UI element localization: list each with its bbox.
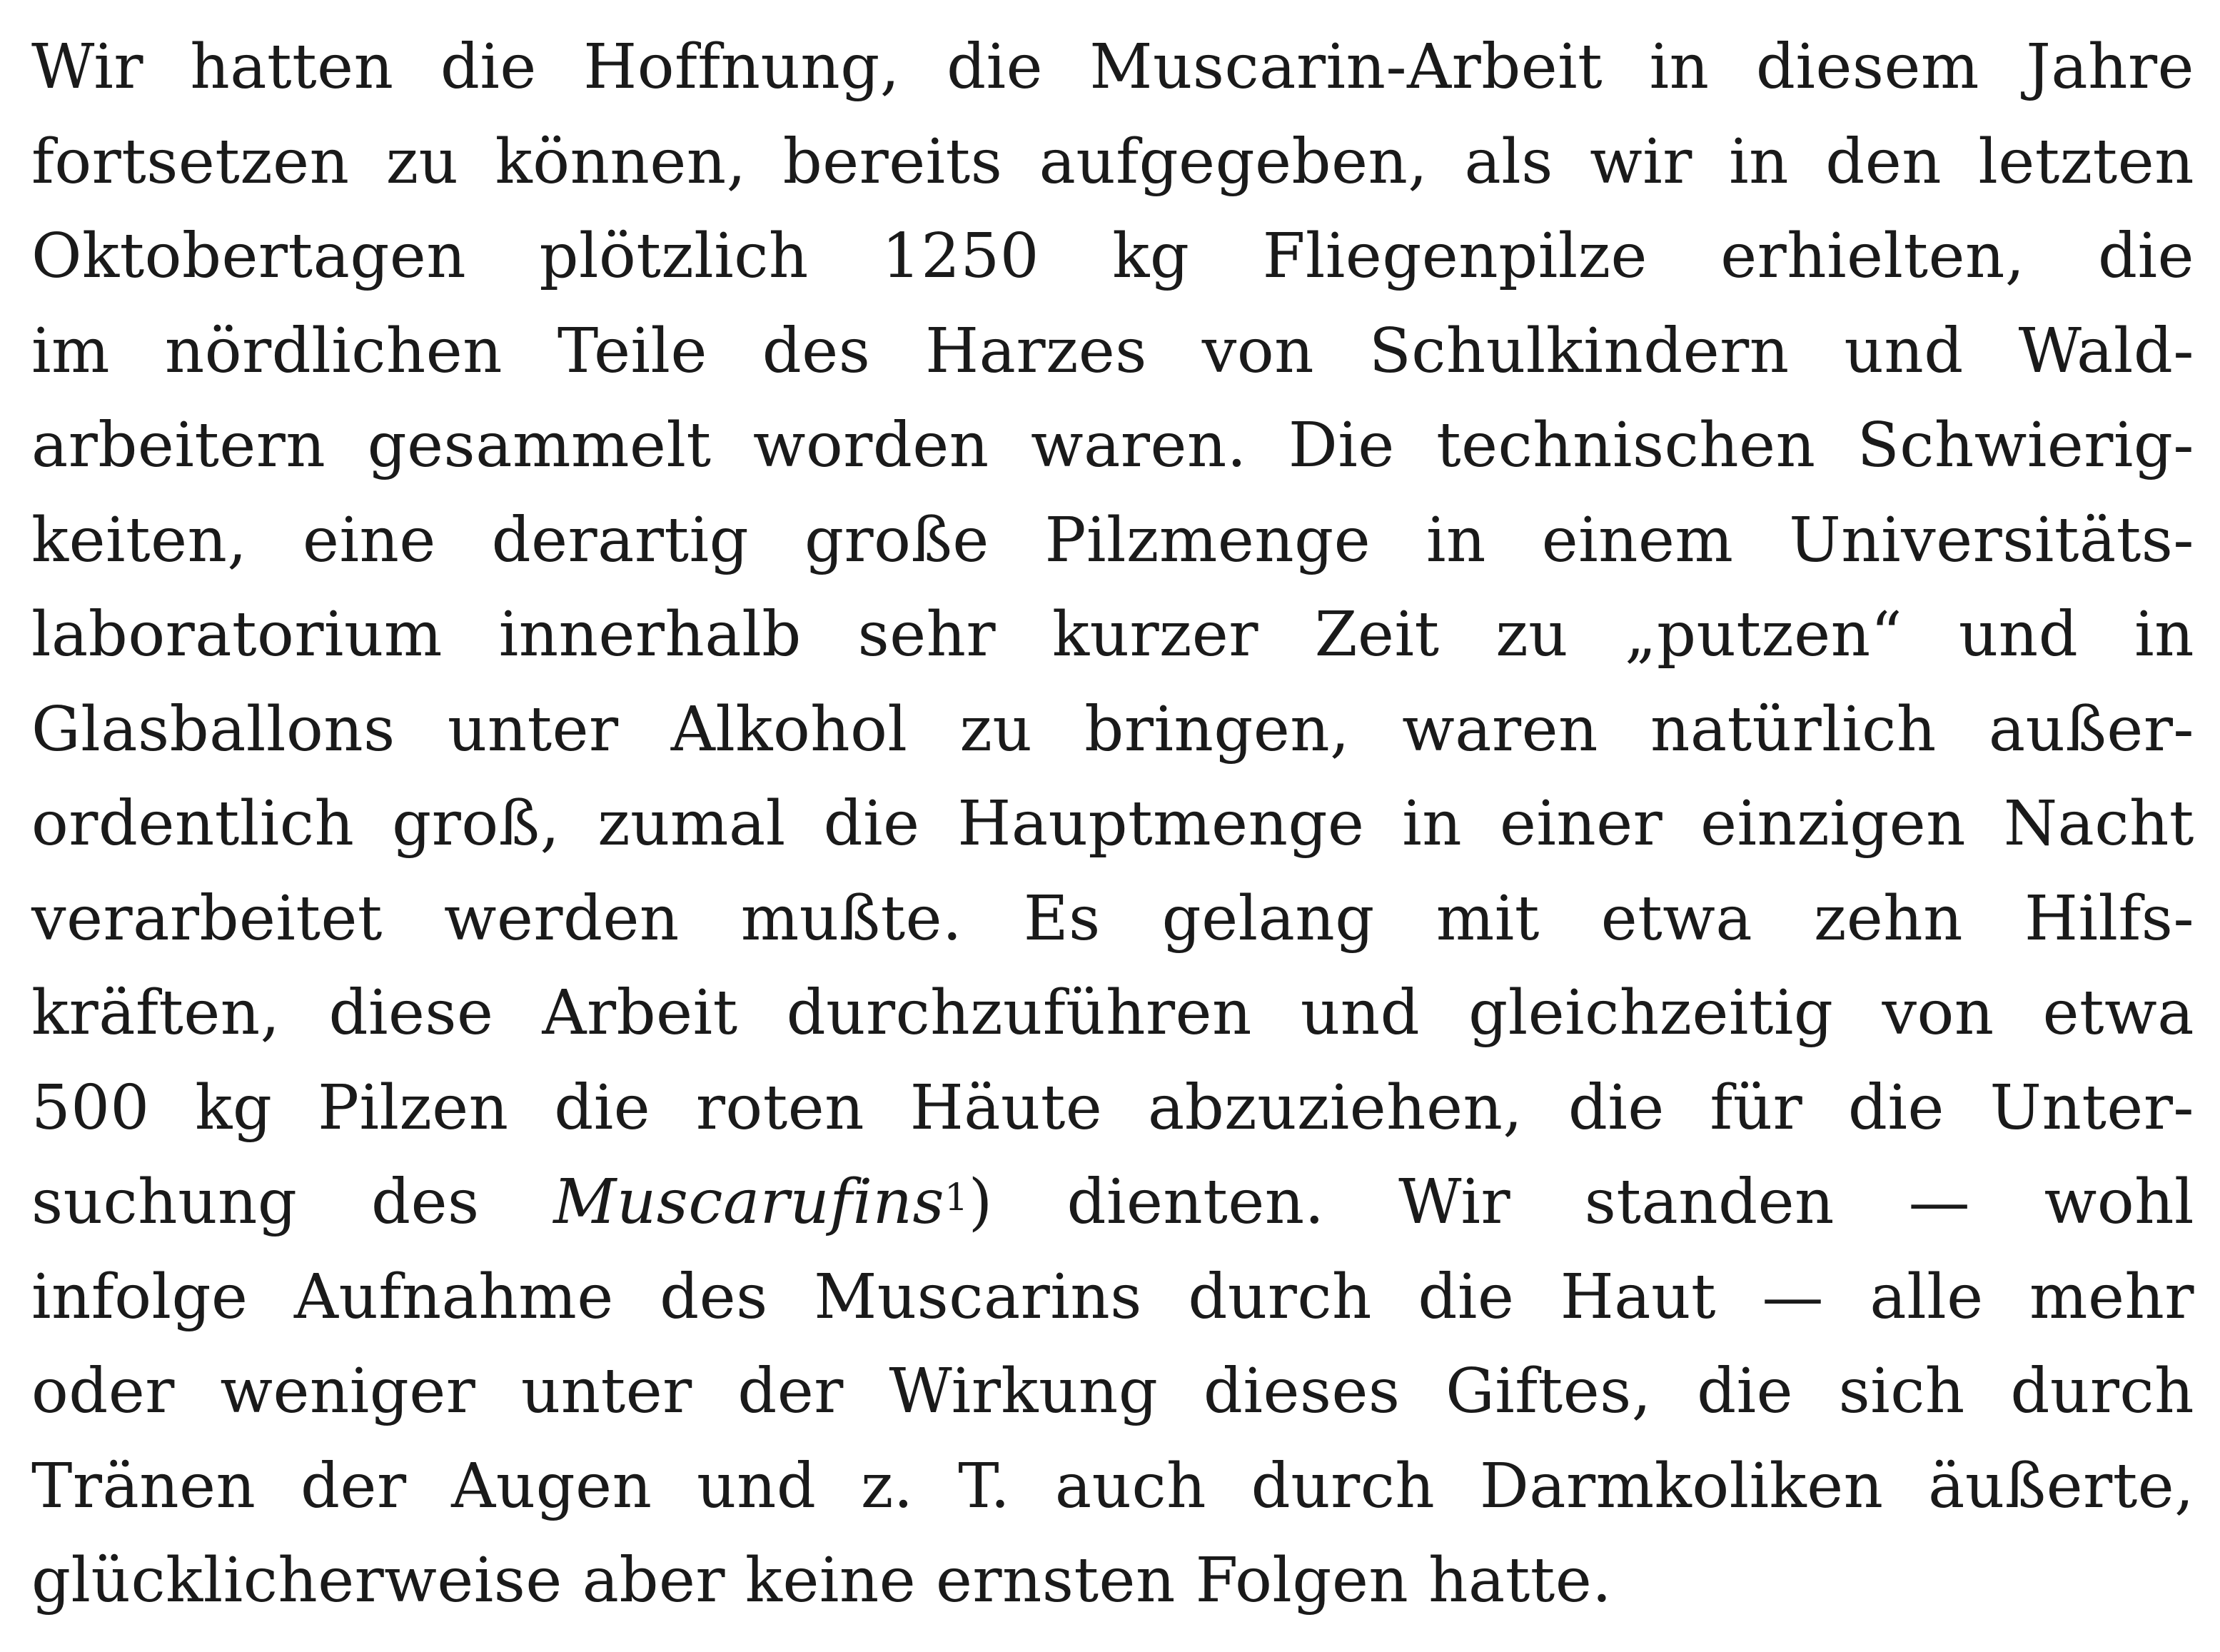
text-line-17: glücklicherweise aber keine ernsten Folgen hatte. [31,1545,1613,1616]
text-line-16: Tränen der Augen und z. T. auch durch Darmkoliken äußerte, [31,1450,2194,1522]
text-segment: suchung des [31,1167,554,1238]
text-line-1: Wir hatten die Hoffnung, die Muscarin-Arbeit in diesem Jahre [31,31,2194,103]
text-line-15: oder weniger unter der Wirkung dieses Giftes, die sich durch [31,1356,2194,1427]
text-line-2: fortsetzen zu können, bereits aufgegeben, als wir in den letzten [31,126,2194,198]
text-line-4: im nördlichen Teile des Harzes von Schulkindern und Wald- [31,315,2194,387]
footnote-mark: 1 [944,1177,969,1219]
text-line-11: kräften, diese Arbeit durchzuführen und gleichzeitig von etwa [31,977,2194,1049]
italic-term: Muscarufins [553,1167,945,1238]
text-line-12: 500 kg Pilzen die roten Häute abzuziehen, die für die Unter- [31,1072,2194,1144]
text-line-9: ordentlich groß, zumal die Hauptmenge in einer einzigen Nacht [31,788,2194,860]
text-line-7: laboratorium innerhalb sehr kurzer Zeit zu „putzen“ und in [31,599,2194,670]
text-line-14: infolge Aufnahme des Muscarins durch die Haut — alle mehr [31,1261,2194,1333]
document-page [31,20,2194,1633]
text-line-10: verarbeitet werden mußte. Es gelang mit etwa zehn Hilfs- [31,882,2194,955]
text-line-3: Oktobertagen plötzlich 1250 kg Fliegenpilze erhielten, die [31,221,2194,292]
text-line-13 [31,1155,2194,1250]
text-line-5: arbeitern gesammelt worden waren. Die technischen Schwierig- [31,410,2194,481]
text-line-8: Glasballons unter Alkohol zu bringen, waren natürlich außer- [31,693,2194,765]
text-line-6: keiten, eine derartig große Pilzmenge in einem Universitäts- [31,504,2194,576]
text-segment: ) dienten. Wir standen — wohl [968,1167,2194,1238]
